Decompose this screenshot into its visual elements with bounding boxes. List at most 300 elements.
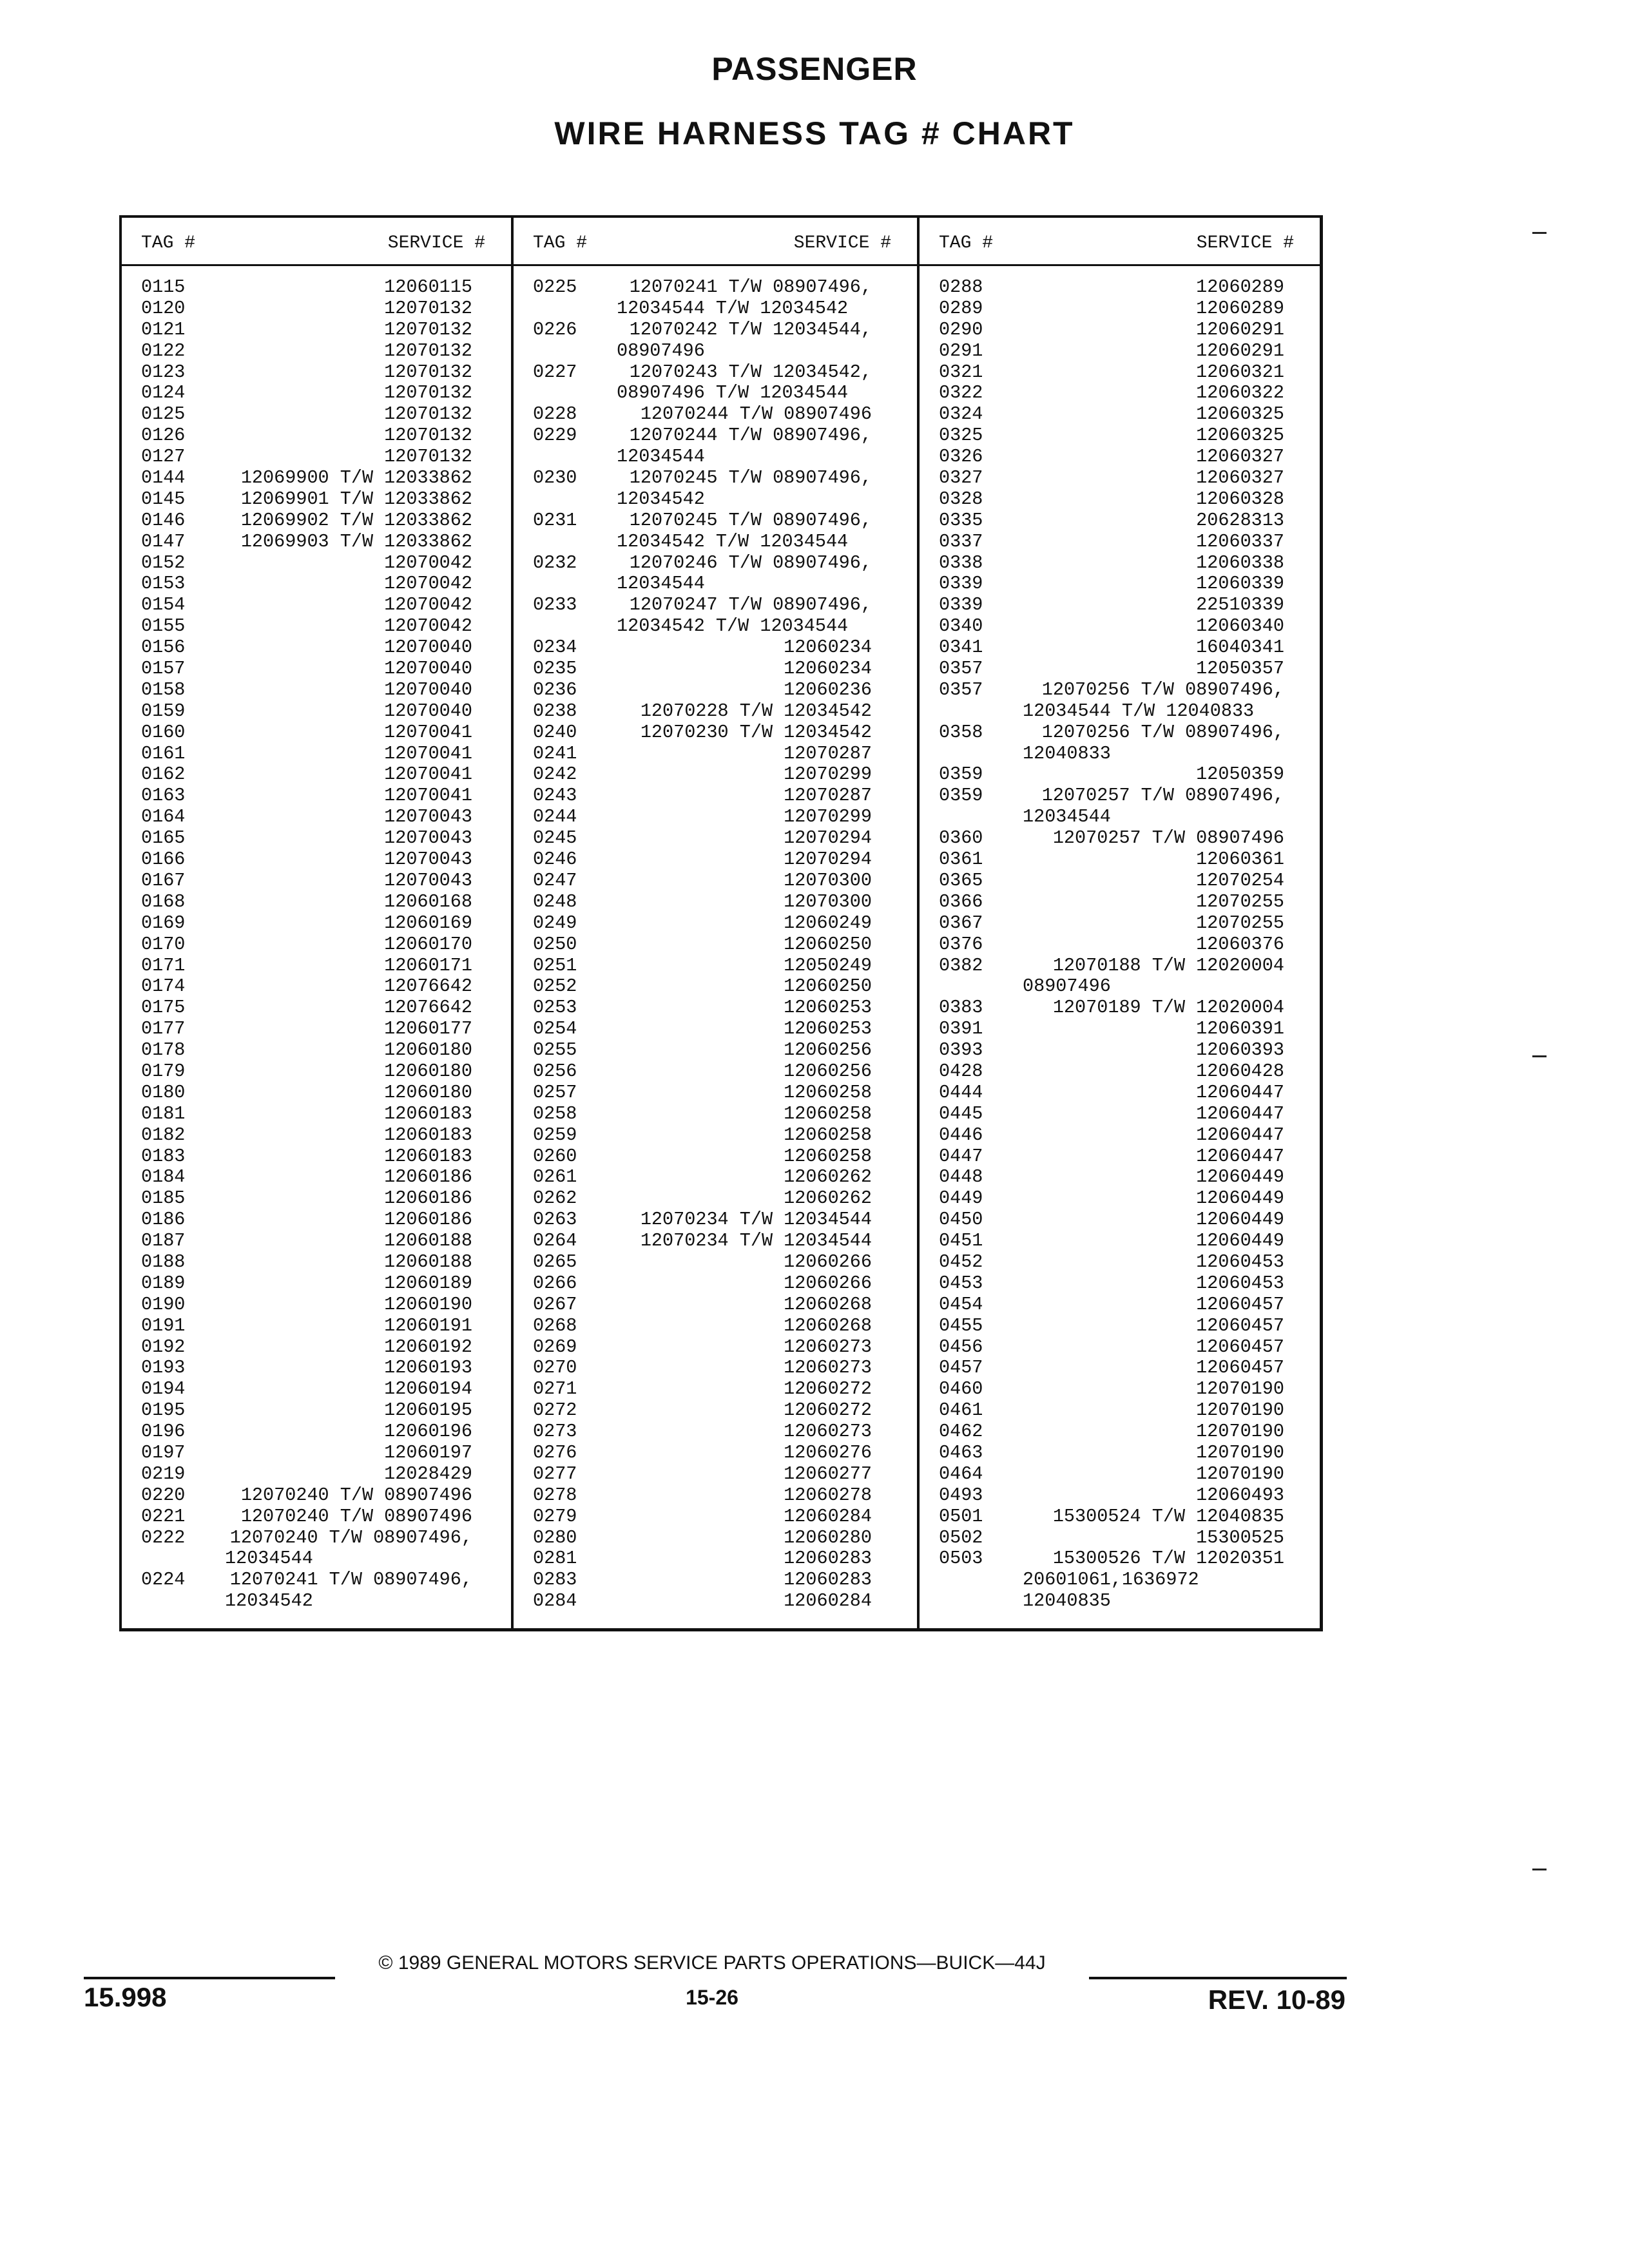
tag-cell: 0249 [533,912,577,934]
service-cell: 12060189 [384,1272,472,1294]
tag-cell: 0271 [533,1378,577,1400]
service-cell: 12070188 T/W 12020004 [1052,954,1284,976]
tag-cell: 0170 [141,933,186,955]
service-cell: 12028429 [384,1463,472,1485]
table-row [514,1591,917,1612]
service-cell: 12070243 T/W 12034542, [629,361,872,383]
tag-cell: 0174 [141,975,186,997]
service-cell: 12060258 [784,1124,872,1146]
tag-cell: 0159 [141,700,186,722]
table-row [514,956,917,977]
table-row [122,1464,511,1485]
table-row [514,341,917,362]
tag-cell: 0337 [939,530,983,552]
service-cell: 12070256 T/W 08907496, [1041,721,1284,743]
service-header: SERVICE # [387,233,485,253]
tag-cell: 0446 [939,1124,983,1146]
tag-cell [122,1591,225,1612]
tag-cell: 0456 [939,1336,983,1358]
tag-cell: 0383 [939,997,983,1019]
service-cell: 12060236 [784,678,872,700]
service-cell: 12060262 [784,1187,872,1209]
tag-cell: 0245 [533,827,577,849]
tag-cell: 0281 [533,1548,577,1570]
tag-cell: 0194 [141,1378,186,1400]
service-cell: 12070041 [384,785,472,807]
tag-cell: 0451 [939,1230,983,1252]
service-cell: 12070244 T/W 08907496, [629,425,872,447]
service-cell: 12060276 [784,1441,872,1463]
service-cell: 12034542 T/W 12034544 [617,615,849,637]
tag-cell: 0462 [939,1421,983,1443]
service-cell: 12060183 [384,1102,472,1124]
service-cell: 12070245 T/W 08907496, [629,509,872,531]
tag-cell: 0445 [939,1102,983,1124]
tag-cell: 0160 [141,721,186,743]
service-cell: 12034542 [617,488,705,510]
service-cell: 12060338 [1196,552,1284,573]
tag-cell: 0247 [533,869,577,891]
service-cell: 12070234 T/W 12034544 [640,1230,872,1252]
tag-cell: 0266 [533,1272,577,1294]
table-row [920,1506,1320,1528]
service-cell: 12070132 [384,318,472,340]
table-row [122,1570,511,1591]
service-cell: 12060272 [784,1378,872,1400]
tag-cell: 0188 [141,1251,186,1273]
service-cell: 12060169 [384,912,472,934]
tag-cell: 0177 [141,1018,186,1040]
tag-cell: 0273 [533,1421,577,1443]
tag-cell [514,383,617,404]
service-header: SERVICE # [793,233,891,253]
service-cell: 20601061,1636972 [1023,1569,1199,1591]
tag-cell: 0152 [141,552,186,573]
table-row [920,892,1320,913]
tag-cell: 0250 [533,933,577,955]
tag-cell [514,573,617,595]
tag-cell: 0236 [533,678,577,700]
table-row [920,277,1320,298]
tag-cell: 0277 [533,1463,577,1485]
column-header [514,218,917,266]
tag-cell: 0183 [141,1145,186,1167]
tag-cell: 0221 [141,1505,186,1527]
table-row [122,1294,511,1316]
service-cell: 12070041 [384,764,472,785]
table-row [920,298,1320,320]
tag-cell: 0226 [533,318,577,340]
service-cell: 12060186 [384,1209,472,1231]
table-row [920,320,1320,341]
service-cell: 12060197 [384,1441,472,1463]
table-row [514,637,917,658]
tag-cell: 0263 [533,1209,577,1231]
tag-cell: 0158 [141,678,186,700]
tag-cell: 0163 [141,785,186,807]
service-cell: 12034542 [225,1590,313,1612]
table-row [920,1209,1320,1231]
service-cell: 12060376 [1196,933,1284,955]
service-cell: 12070300 [784,869,872,891]
tag-cell: 0230 [533,467,577,489]
table-row [122,595,511,616]
tag-cell: 0162 [141,764,186,785]
service-cell: 12070257 T/W 08907496, [1041,785,1284,807]
tag-cell: 0186 [141,1209,186,1231]
service-cell: 12070244 T/W 08907496 [640,403,872,425]
table-row [122,1231,511,1252]
table-row [122,341,511,362]
table-row [920,744,1320,765]
table-row [514,1337,917,1358]
tag-cell: 0448 [939,1166,983,1188]
service-cell: 12070043 [384,849,472,870]
service-cell: 12070132 [384,361,472,383]
table-row [920,1528,1320,1549]
tag-cell: 0166 [141,849,186,870]
service-cell: 12070040 [384,658,472,680]
service-cell: 12070190 [1196,1463,1284,1485]
table-row [920,976,1320,997]
tag-cell: 0154 [141,594,186,616]
service-cell: 12070190 [1196,1399,1284,1421]
tag-cell: 0256 [533,1060,577,1082]
service-cell: 12070287 [784,742,872,764]
table-row [122,1548,511,1570]
table-row [920,658,1320,680]
service-cell: 12060428 [1196,1060,1284,1082]
table-row [920,1188,1320,1209]
service-cell: 12060449 [1196,1209,1284,1231]
tag-cell: 0321 [939,361,983,383]
service-cell: 12070299 [784,806,872,828]
table-row [920,1421,1320,1443]
service-cell: 12070042 [384,552,472,573]
table-row [920,1252,1320,1273]
service-cell: 12070189 T/W 12020004 [1052,997,1284,1019]
service-cell: 08907496 [617,340,705,361]
table-row [514,934,917,956]
tag-cell: 0450 [939,1209,983,1231]
service-cell: 12050249 [784,954,872,976]
service-cell: 12060325 [1196,425,1284,447]
service-cell: 12060268 [784,1314,872,1336]
service-cell: 12070241 T/W 08907496, [629,276,872,298]
table-row [920,785,1320,807]
service-cell: 12060340 [1196,615,1284,637]
service-cell: 12070228 T/W 12034542 [640,700,872,722]
service-cell: 12070042 [384,573,472,595]
service-cell: 12060258 [784,1102,872,1124]
tag-cell: 0190 [141,1293,186,1315]
table-row [920,870,1320,892]
tag-cell: 0251 [533,954,577,976]
service-cell: 12076642 [384,975,472,997]
service-cell: 12060188 [384,1230,472,1252]
tag-cell: 0193 [141,1357,186,1379]
service-cell: 12060183 [384,1145,472,1167]
tag-cell: 0267 [533,1293,577,1315]
tag-cell: 0367 [939,912,983,934]
service-cell: 12060250 [784,933,872,955]
table-row [920,447,1320,468]
table-row [122,298,511,320]
table-row [122,320,511,341]
tag-cell: 0184 [141,1166,186,1188]
tag-cell: 0220 [141,1484,186,1506]
table-row [514,1273,917,1294]
tag-cell: 0341 [939,637,983,658]
service-cell: 12060177 [384,1018,472,1040]
tag-chart-table [119,215,1323,1631]
tag-cell: 0255 [533,1039,577,1061]
tag-cell: 0120 [141,297,186,319]
service-cell: 12070254 [1196,869,1284,891]
service-cell: 12060447 [1196,1124,1284,1146]
table-row [920,425,1320,447]
service-cell: 12060284 [784,1505,872,1527]
tag-cell: 0393 [939,1039,983,1061]
service-cell: 12060194 [384,1378,472,1400]
table-row [122,997,511,1019]
tag-cell [920,976,1023,997]
table-row [920,532,1320,553]
tag-cell: 0457 [939,1357,983,1379]
table-row [920,1485,1320,1506]
table-row [122,934,511,956]
tag-cell: 0289 [939,297,983,319]
tag-cell: 0125 [141,403,186,425]
service-cell: 12060361 [1196,849,1284,870]
service-cell: 12060183 [384,1124,472,1146]
tag-cell: 0228 [533,403,577,425]
table-row [920,1591,1320,1612]
tag-cell: 0463 [939,1441,983,1463]
service-cell: 12060280 [784,1526,872,1548]
tag-cell: 0264 [533,1230,577,1252]
table-row [514,277,917,298]
tag-cell: 0278 [533,1484,577,1506]
table-row [514,1082,917,1104]
table-row [920,1443,1320,1464]
tag-cell: 0248 [533,890,577,912]
table-row [122,553,511,574]
tag-cell: 0258 [533,1102,577,1124]
tag-cell: 0169 [141,912,186,934]
service-cell: 12040833 [1023,742,1111,764]
tag-cell: 0358 [939,721,983,743]
service-cell: 12034544 T/W 12034542 [617,297,849,319]
tag-cell: 0182 [141,1124,186,1146]
footer-copyright: © 1989 GENERAL MOTORS SERVICE PARTS OPERATIONS—BUICK—44J [378,1952,1046,1974]
service-cell: 12060449 [1196,1230,1284,1252]
table-row [514,828,917,849]
tag-cell: 0231 [533,509,577,531]
service-cell: 12060253 [784,997,872,1019]
tag-cell: 0244 [533,806,577,828]
table-row [122,913,511,934]
service-cell: 12060453 [1196,1272,1284,1294]
tag-cell: 0155 [141,615,186,637]
table-row [514,320,917,341]
table-row [122,637,511,658]
tag-cell: 0464 [939,1463,983,1485]
tag-cell: 0365 [939,869,983,891]
service-cell: 12060283 [784,1548,872,1570]
service-cell: 12060268 [784,1293,872,1315]
table-row [122,425,511,447]
table-row [122,1125,511,1146]
service-cell: 12040835 [1023,1590,1111,1612]
section-number: 15.998 [84,1982,167,2012]
tag-cell: 0146 [141,509,186,531]
tag-cell: 0382 [939,954,983,976]
service-cell: 12070041 [384,742,472,764]
service-cell: 12060273 [784,1421,872,1443]
table-column-3 [920,218,1320,1628]
service-cell: 12060457 [1196,1293,1284,1315]
table-row [122,277,511,298]
service-cell: 12070190 [1196,1441,1284,1463]
service-cell: 12060289 [1196,297,1284,319]
table-row [920,595,1320,616]
table-row [514,892,917,913]
table-row [122,1443,511,1464]
table-row [920,1125,1320,1146]
table-row [920,934,1320,956]
table-row [920,956,1320,977]
table-row [122,849,511,870]
footer-rule [1089,1977,1347,1979]
tag-cell: 0290 [939,318,983,340]
service-cell: 12060453 [1196,1251,1284,1273]
service-cell: 15300525 [1196,1526,1284,1548]
service-cell: 12060449 [1196,1187,1284,1209]
row-list [514,277,917,1612]
service-cell: 12070040 [384,700,472,722]
table-row [920,341,1320,362]
tag-cell [920,1570,1023,1591]
table-row [514,1146,917,1168]
service-cell: 08907496 [1023,975,1111,997]
table-row [920,764,1320,785]
table-row [920,1548,1320,1570]
service-cell: 12069903 T/W 12033862 [240,530,472,552]
service-cell: 12060272 [784,1399,872,1421]
tag-cell: 0191 [141,1314,186,1336]
tag-cell: 0195 [141,1399,186,1421]
row-list [122,277,511,1612]
service-cell: 12060186 [384,1187,472,1209]
tag-header: TAG # [141,233,196,253]
table-row [122,1273,511,1294]
service-cell: 12060168 [384,890,472,912]
service-cell: 12060180 [384,1081,472,1103]
table-row [920,553,1320,574]
margin-mark [1532,232,1547,234]
table-row [920,1231,1320,1252]
service-cell: 12060249 [784,912,872,934]
tag-cell: 0156 [141,637,186,658]
service-cell: 12060196 [384,1421,472,1443]
tag-cell: 0254 [533,1018,577,1040]
table-row [920,1316,1320,1337]
table-row [514,1104,917,1125]
tag-cell: 0272 [533,1399,577,1421]
service-cell: 12070132 [384,403,472,425]
tag-cell: 0189 [141,1272,186,1294]
table-row [514,383,917,404]
service-cell: 12070241 T/W 08907496, [229,1569,472,1591]
table-row [920,1273,1320,1294]
table-column-1 [122,218,514,1628]
table-row [122,764,511,785]
tag-cell: 0501 [939,1505,983,1527]
service-cell: 12070132 [384,425,472,447]
service-cell: 12060291 [1196,340,1284,361]
tag-cell: 0359 [939,785,983,807]
tag-cell: 0325 [939,425,983,447]
table-row [920,997,1320,1019]
tag-cell: 0165 [141,827,186,849]
service-cell: 12070246 T/W 08907496, [629,552,872,573]
table-row [920,913,1320,934]
tag-cell: 0229 [533,425,577,447]
service-cell: 12070257 T/W 08907496 [1052,827,1284,849]
chart-title: WIRE HARNESS TAG # CHART [554,115,1075,151]
service-cell: 12070043 [384,869,472,891]
tag-cell: 0168 [141,890,186,912]
table-row [514,1548,917,1570]
tag-cell: 0180 [141,1081,186,1103]
table-row [920,680,1320,701]
table-row [514,425,917,447]
tag-cell: 0123 [141,361,186,383]
tag-cell: 0233 [533,594,577,616]
service-cell: 12070242 T/W 12034544, [629,318,872,340]
service-cell: 12050359 [1196,764,1284,785]
service-cell: 12060250 [784,975,872,997]
table-row [122,573,511,595]
service-cell: 12070041 [384,721,472,743]
service-cell: 12060186 [384,1166,472,1188]
tag-cell: 0232 [533,552,577,573]
service-cell: 12070043 [384,827,472,849]
tag-cell: 0181 [141,1102,186,1124]
service-cell: 12034544 T/W 12040833 [1023,700,1255,722]
service-cell: 12060291 [1196,318,1284,340]
tag-cell: 0187 [141,1230,186,1252]
service-cell: 12060192 [384,1336,472,1358]
table-column-2 [514,218,920,1628]
tag-cell: 0503 [939,1548,983,1570]
service-cell: 12050357 [1196,658,1284,680]
tag-cell: 0359 [939,764,983,785]
service-cell: 12034544 [225,1548,313,1570]
tag-cell: 0357 [939,658,983,680]
table-row [122,532,511,553]
table-row [920,1379,1320,1400]
tag-cell: 0196 [141,1421,186,1443]
tag-cell [920,1591,1023,1612]
tag-cell: 0224 [141,1569,186,1591]
table-row [514,1019,917,1040]
row-list [920,277,1320,1612]
table-row [122,680,511,701]
tag-cell: 0127 [141,446,186,468]
table-row [514,1485,917,1506]
